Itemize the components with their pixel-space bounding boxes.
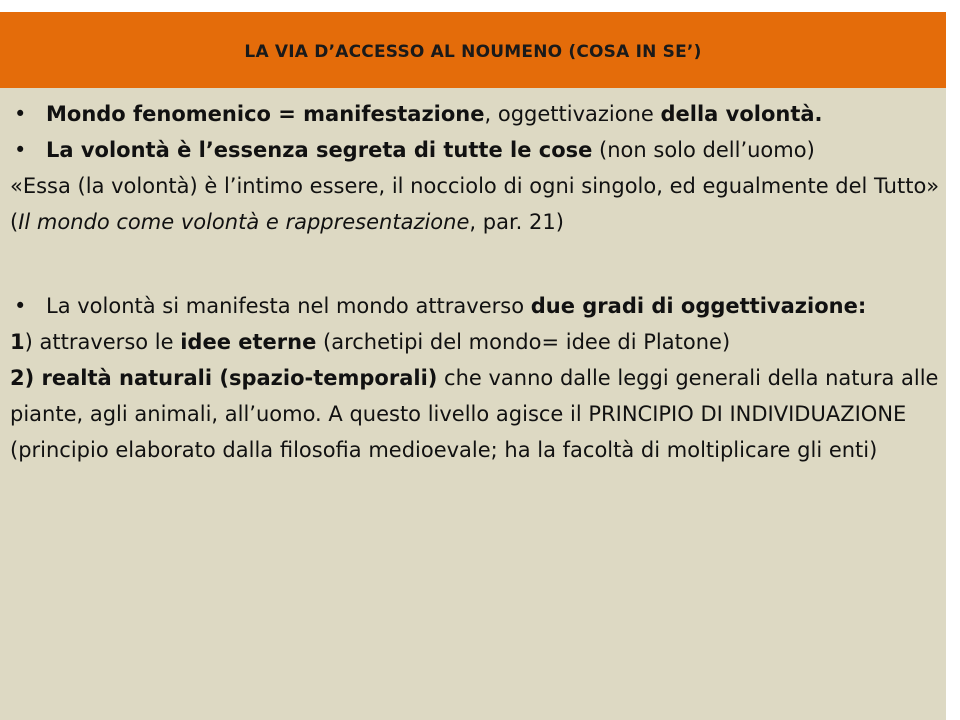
text: «Essa (la volontà) è l’intimo essere, il nocciolo di ogni singolo, ed egualmente del Tutto» ( <box>10 174 940 234</box>
text: che vanno dalle leggi generali della natura alle piante, agli animali, all’uomo. A questo livello agisce il PRINCIPIO DI INDIVIDUAZIONE (principio elaborato dalla filosofia medioevale; ha la facoltà di moltiplicare gli enti) <box>10 366 939 462</box>
bullet-dot-icon: • <box>14 138 27 162</box>
text-bold: La volontà è l’essenza segreta di tutte le cose <box>46 138 593 162</box>
quote-paragraph <box>10 168 940 240</box>
text-bold: idee eterne <box>180 330 317 354</box>
text: La volontà si manifesta nel mondo attraverso <box>46 294 531 318</box>
text: (archetipi del mondo= idee di Platone) <box>316 330 731 354</box>
text: ) attraverso le <box>24 330 181 354</box>
list-item-realta-naturali <box>10 360 940 468</box>
bullet-item-mondo-fenomenico <box>10 96 940 132</box>
slide-body <box>10 96 940 468</box>
bullet-dot-icon: • <box>14 294 27 318</box>
text: (non solo dell’uomo) <box>592 138 815 162</box>
list-item-idee-eterne <box>10 324 940 360</box>
text-bold: 1 <box>10 330 25 354</box>
bullet-item-volonta-essenza <box>10 132 940 168</box>
text-bold: 2) realtà naturali (spazio-temporali) <box>10 366 438 390</box>
text-bold: Mondo fenomenico = manifestazione <box>46 102 485 126</box>
text-bold: della volontà. <box>660 102 823 126</box>
bullet-item-gradi-oggettivazione <box>10 288 940 324</box>
bullet-dot-icon: • <box>14 102 27 126</box>
slide-title: LA VIA D’ACCESSO AL NOUMENO (COSA IN SE’) <box>244 42 702 62</box>
text: , par. 21) <box>469 210 564 234</box>
title-bar <box>0 12 946 88</box>
text-bold: due gradi di oggettivazione: <box>530 294 867 318</box>
spacer <box>10 240 940 288</box>
text-italic: Il mondo come volontà e rappresentazione <box>18 210 470 234</box>
text: , oggettivazione <box>484 102 661 126</box>
